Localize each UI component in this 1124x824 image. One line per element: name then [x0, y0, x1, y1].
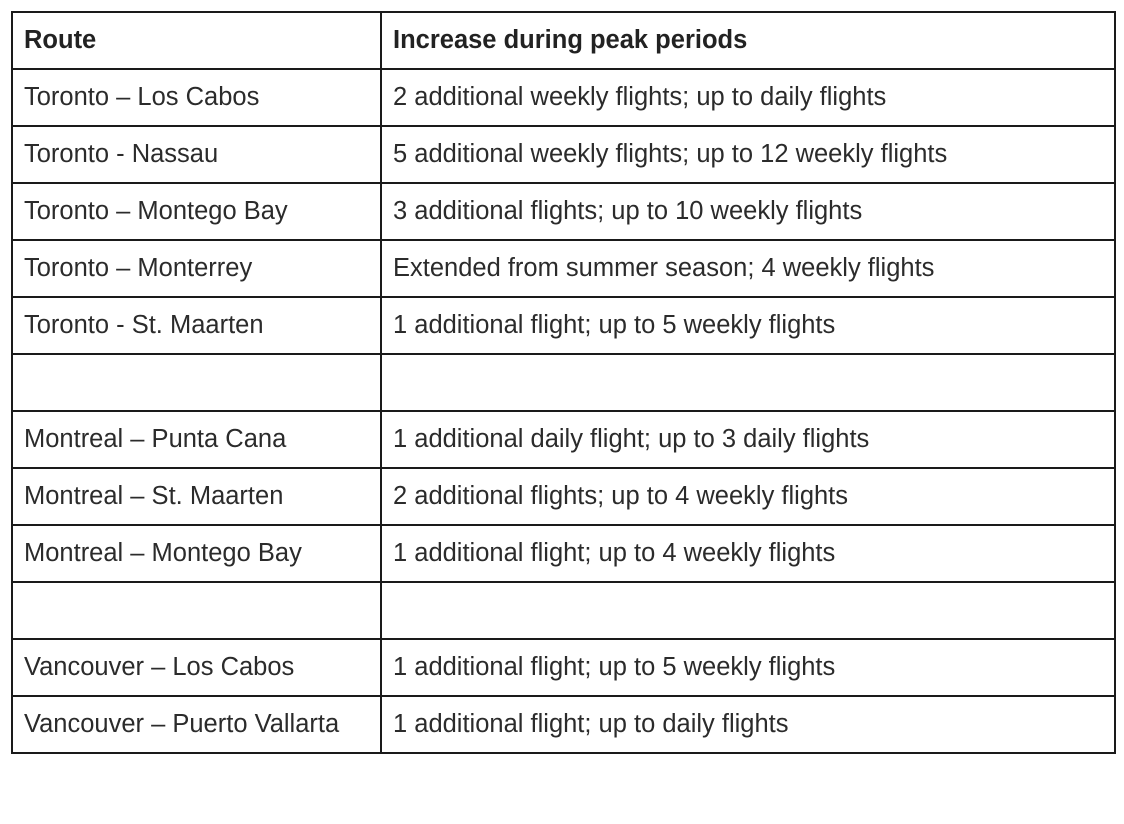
increase-cell: 1 additional flight; up to 4 weekly flights: [381, 525, 1115, 582]
increase-cell: 1 additional flight; up to 5 weekly flights: [381, 639, 1115, 696]
header-route: Route: [12, 12, 381, 69]
increase-cell: 1 additional flight; up to 5 weekly flights: [381, 297, 1115, 354]
table-row-empty: [12, 354, 1115, 411]
increase-cell: [381, 582, 1115, 639]
table-row: [12, 240, 1115, 297]
increase-cell: 5 additional weekly flights; up to 12 weekly flights: [381, 126, 1115, 183]
table-row: [12, 525, 1115, 582]
header-row: [12, 12, 1115, 69]
route-cell: Vancouver – Puerto Vallarta: [12, 696, 381, 753]
table-row: [12, 696, 1115, 753]
route-cell: Toronto - Nassau: [12, 126, 381, 183]
route-cell: Toronto - St. Maarten: [12, 297, 381, 354]
table-body: [12, 69, 1115, 753]
increase-cell: 2 additional weekly flights; up to daily flights: [381, 69, 1115, 126]
route-cell: Toronto – Monterrey: [12, 240, 381, 297]
route-cell: Vancouver – Los Cabos: [12, 639, 381, 696]
table-row: [12, 183, 1115, 240]
table-row: [12, 297, 1115, 354]
route-cell: Montreal – Punta Cana: [12, 411, 381, 468]
table-row: [12, 468, 1115, 525]
table-row: [12, 126, 1115, 183]
table-header: [12, 12, 1115, 69]
route-cell: Montreal – Montego Bay: [12, 525, 381, 582]
route-cell: Toronto – Los Cabos: [12, 69, 381, 126]
increase-cell: [381, 354, 1115, 411]
table-row-empty: [12, 582, 1115, 639]
table-row: [12, 69, 1115, 126]
route-cell: Toronto – Montego Bay: [12, 183, 381, 240]
route-cell: [12, 354, 381, 411]
route-table: [11, 11, 1116, 754]
table-row: [12, 411, 1115, 468]
increase-cell: 1 additional daily flight; up to 3 daily flights: [381, 411, 1115, 468]
header-increase: Increase during peak periods: [381, 12, 1115, 69]
route-cell: [12, 582, 381, 639]
table-row: [12, 639, 1115, 696]
increase-cell: 1 additional flight; up to daily flights: [381, 696, 1115, 753]
increase-cell: Extended from summer season; 4 weekly flights: [381, 240, 1115, 297]
route-cell: Montreal – St. Maarten: [12, 468, 381, 525]
increase-cell: 2 additional flights; up to 4 weekly flights: [381, 468, 1115, 525]
increase-cell: 3 additional flights; up to 10 weekly flights: [381, 183, 1115, 240]
